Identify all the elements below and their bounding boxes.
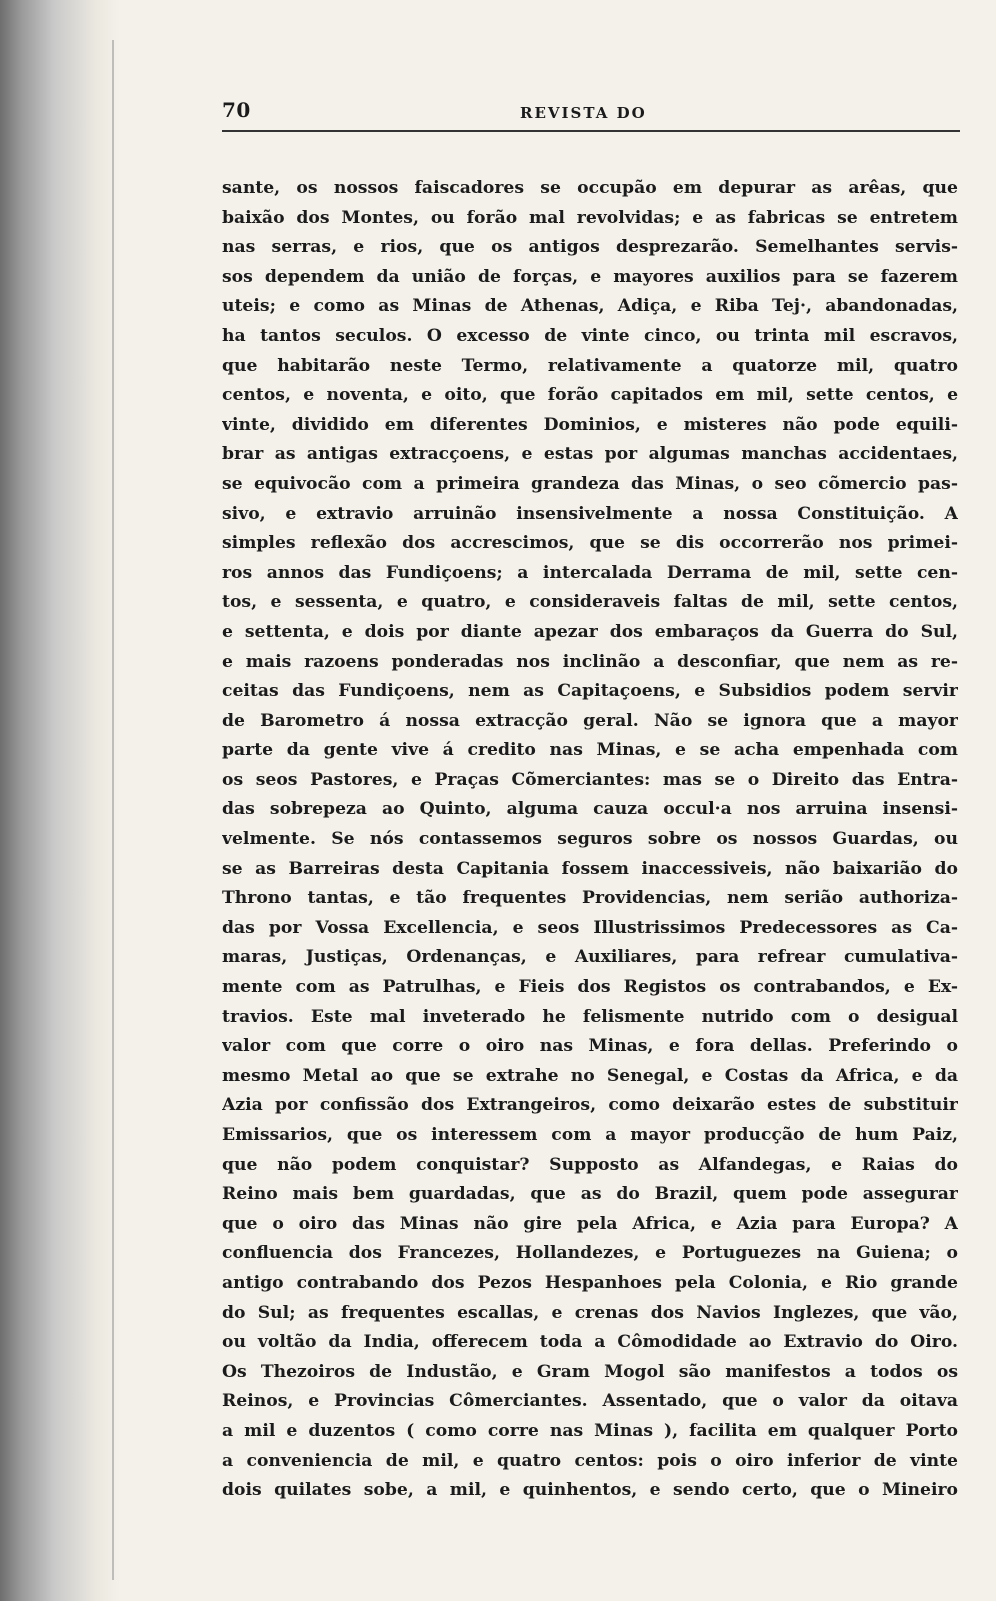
text-line: que o oiro das Minas não gire pela Africa, e Azia para Europa? A xyxy=(222,1213,958,1234)
text-line: velmente. Se nós contassemos seguros sobre os nossos Guardas, ou xyxy=(222,829,958,850)
text-line: ceitas das Fundiçoens, nem as Capitaçoens, e Subsidios podem servir xyxy=(222,681,958,702)
text-line: centos, e noventa, e oito, que forão capitados em mil, sette centos, e xyxy=(222,385,958,406)
text-line: Reinos, e Provincias Cômerciantes. Assentado, que o valor da oitava xyxy=(222,1391,958,1412)
text-line: ha tantos seculos. O excesso de vinte cinco, ou trinta mil escravos, xyxy=(222,325,958,346)
text-line: do Sul; as frequentes escallas, e crenas dos Navios Inglezes, que vão, xyxy=(222,1302,958,1323)
text-line: Os Thezoiros de Industão, e Gram Mogol são manifestos a todos os xyxy=(222,1361,958,1382)
text-line: baixão dos Montes, ou forão mal revolvidas; e as fabricas se entretem xyxy=(222,207,958,228)
text-line: sos dependem da união de forças, e mayores auxilios para se fazerem xyxy=(222,266,958,287)
text-line: simples reflexão dos accrescimos, que se dis occorrerão nos primei- xyxy=(222,533,958,554)
body-text xyxy=(222,174,958,1506)
text-line: uteis; e como as Minas de Athenas, Adiça, e Riba Tej·, abandonadas, xyxy=(222,296,958,317)
text-line: os seos Pastores, e Praças Cõmerciantes: mas se o Direito das Entra- xyxy=(222,769,958,790)
text-line: ros annos das Fundiçoens; a intercalada Derrama de mil, sette cen- xyxy=(222,562,958,583)
text-line: a conveniencia de mil, e quatro centos: pois o oiro inferior de vinte xyxy=(222,1450,958,1471)
text-line: das por Vossa Excellencia, e seos Illustrissimos Predecessores as Ca- xyxy=(222,917,958,938)
text-line: travios. Este mal inveterado he felismente nutrido com o desigual xyxy=(222,1006,958,1027)
text-line: vinte, dividido em diferentes Dominios, e misteres não pode equili- xyxy=(222,414,958,435)
text-line: dois quilates sobe, a mil, e quinhentos, e sendo certo, que o Mineiro xyxy=(222,1480,958,1501)
text-line: sante, os nossos faiscadores se occupão em depurar as arêas, que xyxy=(222,178,958,198)
text-line: e mais razoens ponderadas nos inclinão a desconfiar, que nem as re- xyxy=(222,651,958,672)
text-line: antigo contrabando dos Pezos Hespanhoes pela Colonia, e Rio grande xyxy=(222,1272,958,1293)
text-line: confluencia dos Francezes, Hollandezes, e Portuguezes na Guiena; o xyxy=(222,1243,958,1264)
text-line: e settenta, e dois por diante apezar dos embaraços da Guerra do Sul, xyxy=(222,621,958,642)
text-line: se as Barreiras desta Capitania fossem inaccessiveis, não baixarião do xyxy=(222,858,958,879)
text-line: se equivocão com a primeira grandeza das Minas, o seo cõmercio pas- xyxy=(222,473,958,494)
text-line: a mil e duzentos ( como corre nas Minas ), facilita em qualquer Porto xyxy=(222,1420,958,1441)
text-line: mente com as Patrulhas, e Fieis dos Registos os contrabandos, e Ex- xyxy=(222,977,958,998)
text-line: que habitarão neste Termo, relativamente a quatorze mil, quatro xyxy=(222,355,958,376)
text-line: das sobrepeza ao Quinto, alguma cauza occul·a nos arruina insensi- xyxy=(222,799,958,820)
gutter-line xyxy=(112,40,114,1580)
text-line: de Barometro á nossa extracção geral. Não se ignora que a mayor xyxy=(222,710,958,731)
text-line: valor com que corre o oiro nas Minas, e fora dellas. Preferindo o xyxy=(222,1036,958,1057)
page-header xyxy=(222,98,960,138)
text-line: nas serras, e rios, que os antigos desprezarão. Semelhantes servis- xyxy=(222,237,958,258)
text-line: que não podem conquistar? Supposto as Alfandegas, e Raias do xyxy=(222,1154,958,1175)
text-line: parte da gente vive á credito nas Minas, e se acha empenhada com xyxy=(222,740,958,761)
text-line: brar as antigas extracçoens, e estas por algumas manchas accidentaes, xyxy=(222,444,958,465)
text-line: tos, e sessenta, e quatro, e consideraveis faltas de mil, sette centos, xyxy=(222,592,958,613)
text-line: Throno tantas, e tão frequentes Providencias, nem serião authoriza- xyxy=(222,888,958,909)
text-line: Emissarios, que os interessem com a mayor producção de hum Paiz, xyxy=(222,1125,958,1145)
page-number: 70 xyxy=(222,98,251,122)
text-line: sivo, e extravio arruinão insensivelmente a nossa Constituição. A xyxy=(222,503,958,524)
running-head: REVISTA DO xyxy=(520,104,647,122)
header-rule xyxy=(222,130,960,132)
text-line: Reino mais bem guardadas, que as do Brazil, quem pode assegurar xyxy=(222,1184,958,1205)
text-line: Azia por confissão dos Extrangeiros, como deixarão estes de substituir xyxy=(222,1095,958,1116)
text-line: mesmo Metal ao que se extrahe no Senegal, e Costas da Africa, e da xyxy=(222,1065,958,1086)
text-line: ou voltão da India, offerecem toda a Cômodidade ao Extravio do Oiro. xyxy=(222,1332,958,1353)
text-line: maras, Justiças, Ordenanças, e Auxiliares, para refrear cumulativa- xyxy=(222,947,958,968)
book-binding-shadow xyxy=(0,0,120,1601)
